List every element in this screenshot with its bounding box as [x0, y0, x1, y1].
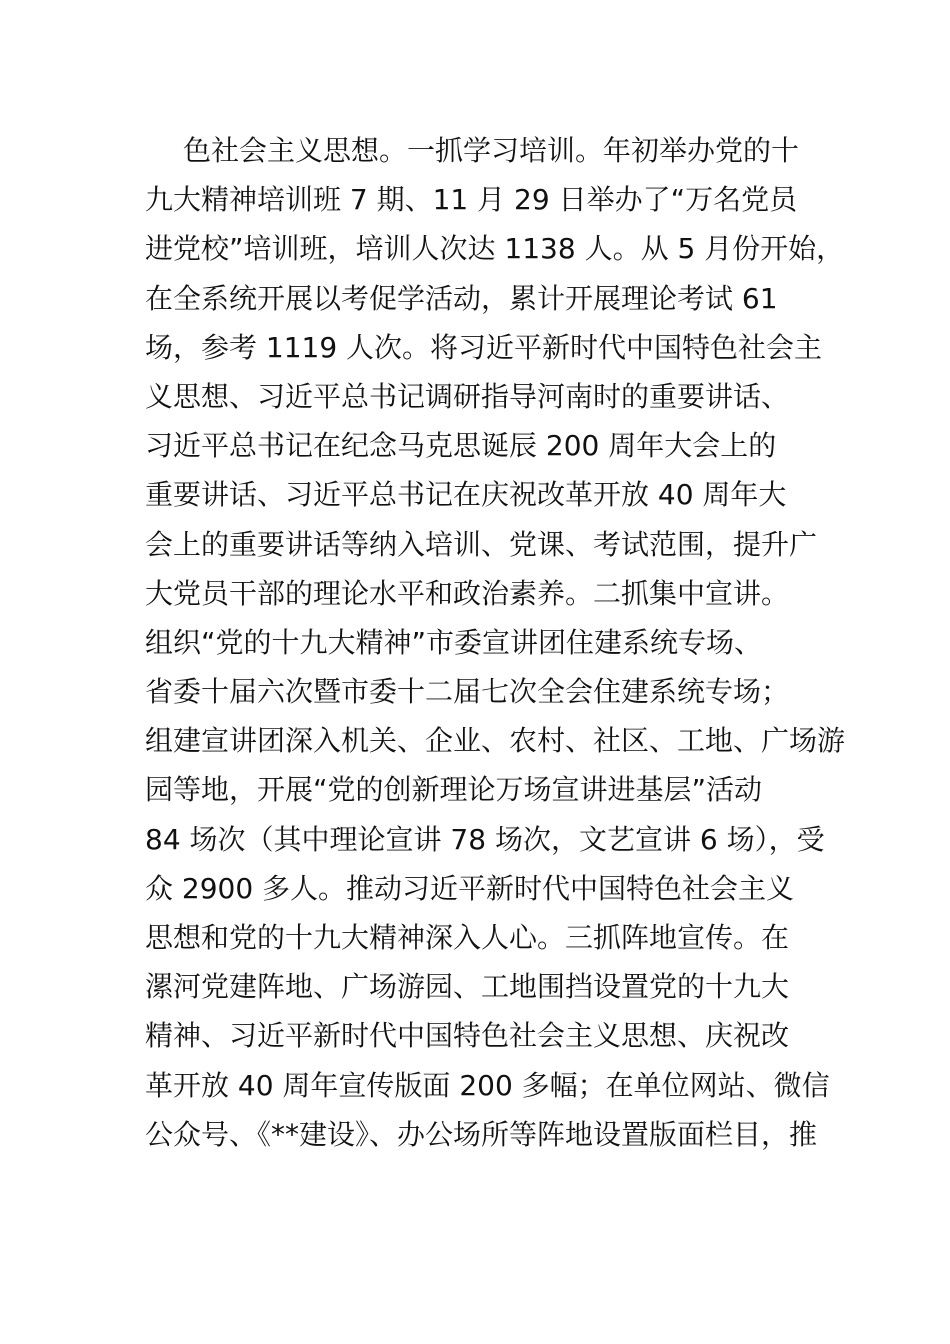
text-line: 思想和党的十九大精神深入人心。三抓阵地宣传。在	[145, 921, 790, 954]
text-line: 进党校”培训班，培训人次达 1138 人。从 5 月份开始，	[145, 232, 845, 266]
text-line: 大党员干部的理论水平和政治素养。二抓集中宣讲。	[145, 576, 790, 610]
text-line: 省委十届六次暨市委十二届七次全会住建系统专场；	[145, 675, 790, 709]
text-line: 在全系统开展以考促学活动，累计开展理论考试 61	[145, 281, 778, 315]
text-line: 84 场次（其中理论宣讲 78 场次，文艺宣讲 6 场），受	[145, 822, 825, 856]
text-line: 革开放 40 周年宣传版面 200 多幅；在单位网站、微信	[145, 1068, 830, 1102]
text-line: 组织“党的十九大精神”市委宣讲团住建系统专场、	[145, 625, 763, 659]
text-line: 场，参考 1119 人次。将习近平新时代中国特色社会主	[145, 330, 823, 364]
text-line: 众 2900 多人。推动习近平新时代中国特色社会主义	[145, 871, 795, 905]
text-line: 义思想、习近平总书记调研指导河南时的重要讲话、	[145, 379, 790, 413]
text-line: 园等地，开展“党的创新理论万场宣讲进基层”活动	[145, 773, 763, 807]
text-line: 习近平总书记在纪念马克思诞辰 200 周年大会上的	[145, 429, 777, 463]
text-line: 漯河党建阵地、广场游园、工地围挡设置党的十九大	[145, 970, 790, 1004]
text-line: 九大精神培训班 7 期、11 月 29 日举办了“万名党员	[145, 183, 798, 217]
text-line: 公众号、《**建设》、办公场所等阵地设置版面栏目，推	[145, 1117, 818, 1151]
body-paragraph	[145, 126, 846, 1159]
text-line: 组建宣讲团深入机关、企业、农村、社区、工地、广场游	[145, 724, 846, 758]
text-line: 色社会主义思想。一抓学习培训。年初举办党的十	[183, 134, 800, 167]
text-line: 重要讲话、习近平总书记在庆祝改革开放 40 周年大	[145, 478, 787, 512]
text-line: 精神、习近平新时代中国特色社会主义思想、庆祝改	[145, 1019, 790, 1053]
text-line: 会上的重要讲话等纳入培训、党课、考试范围，提升广	[145, 527, 818, 561]
